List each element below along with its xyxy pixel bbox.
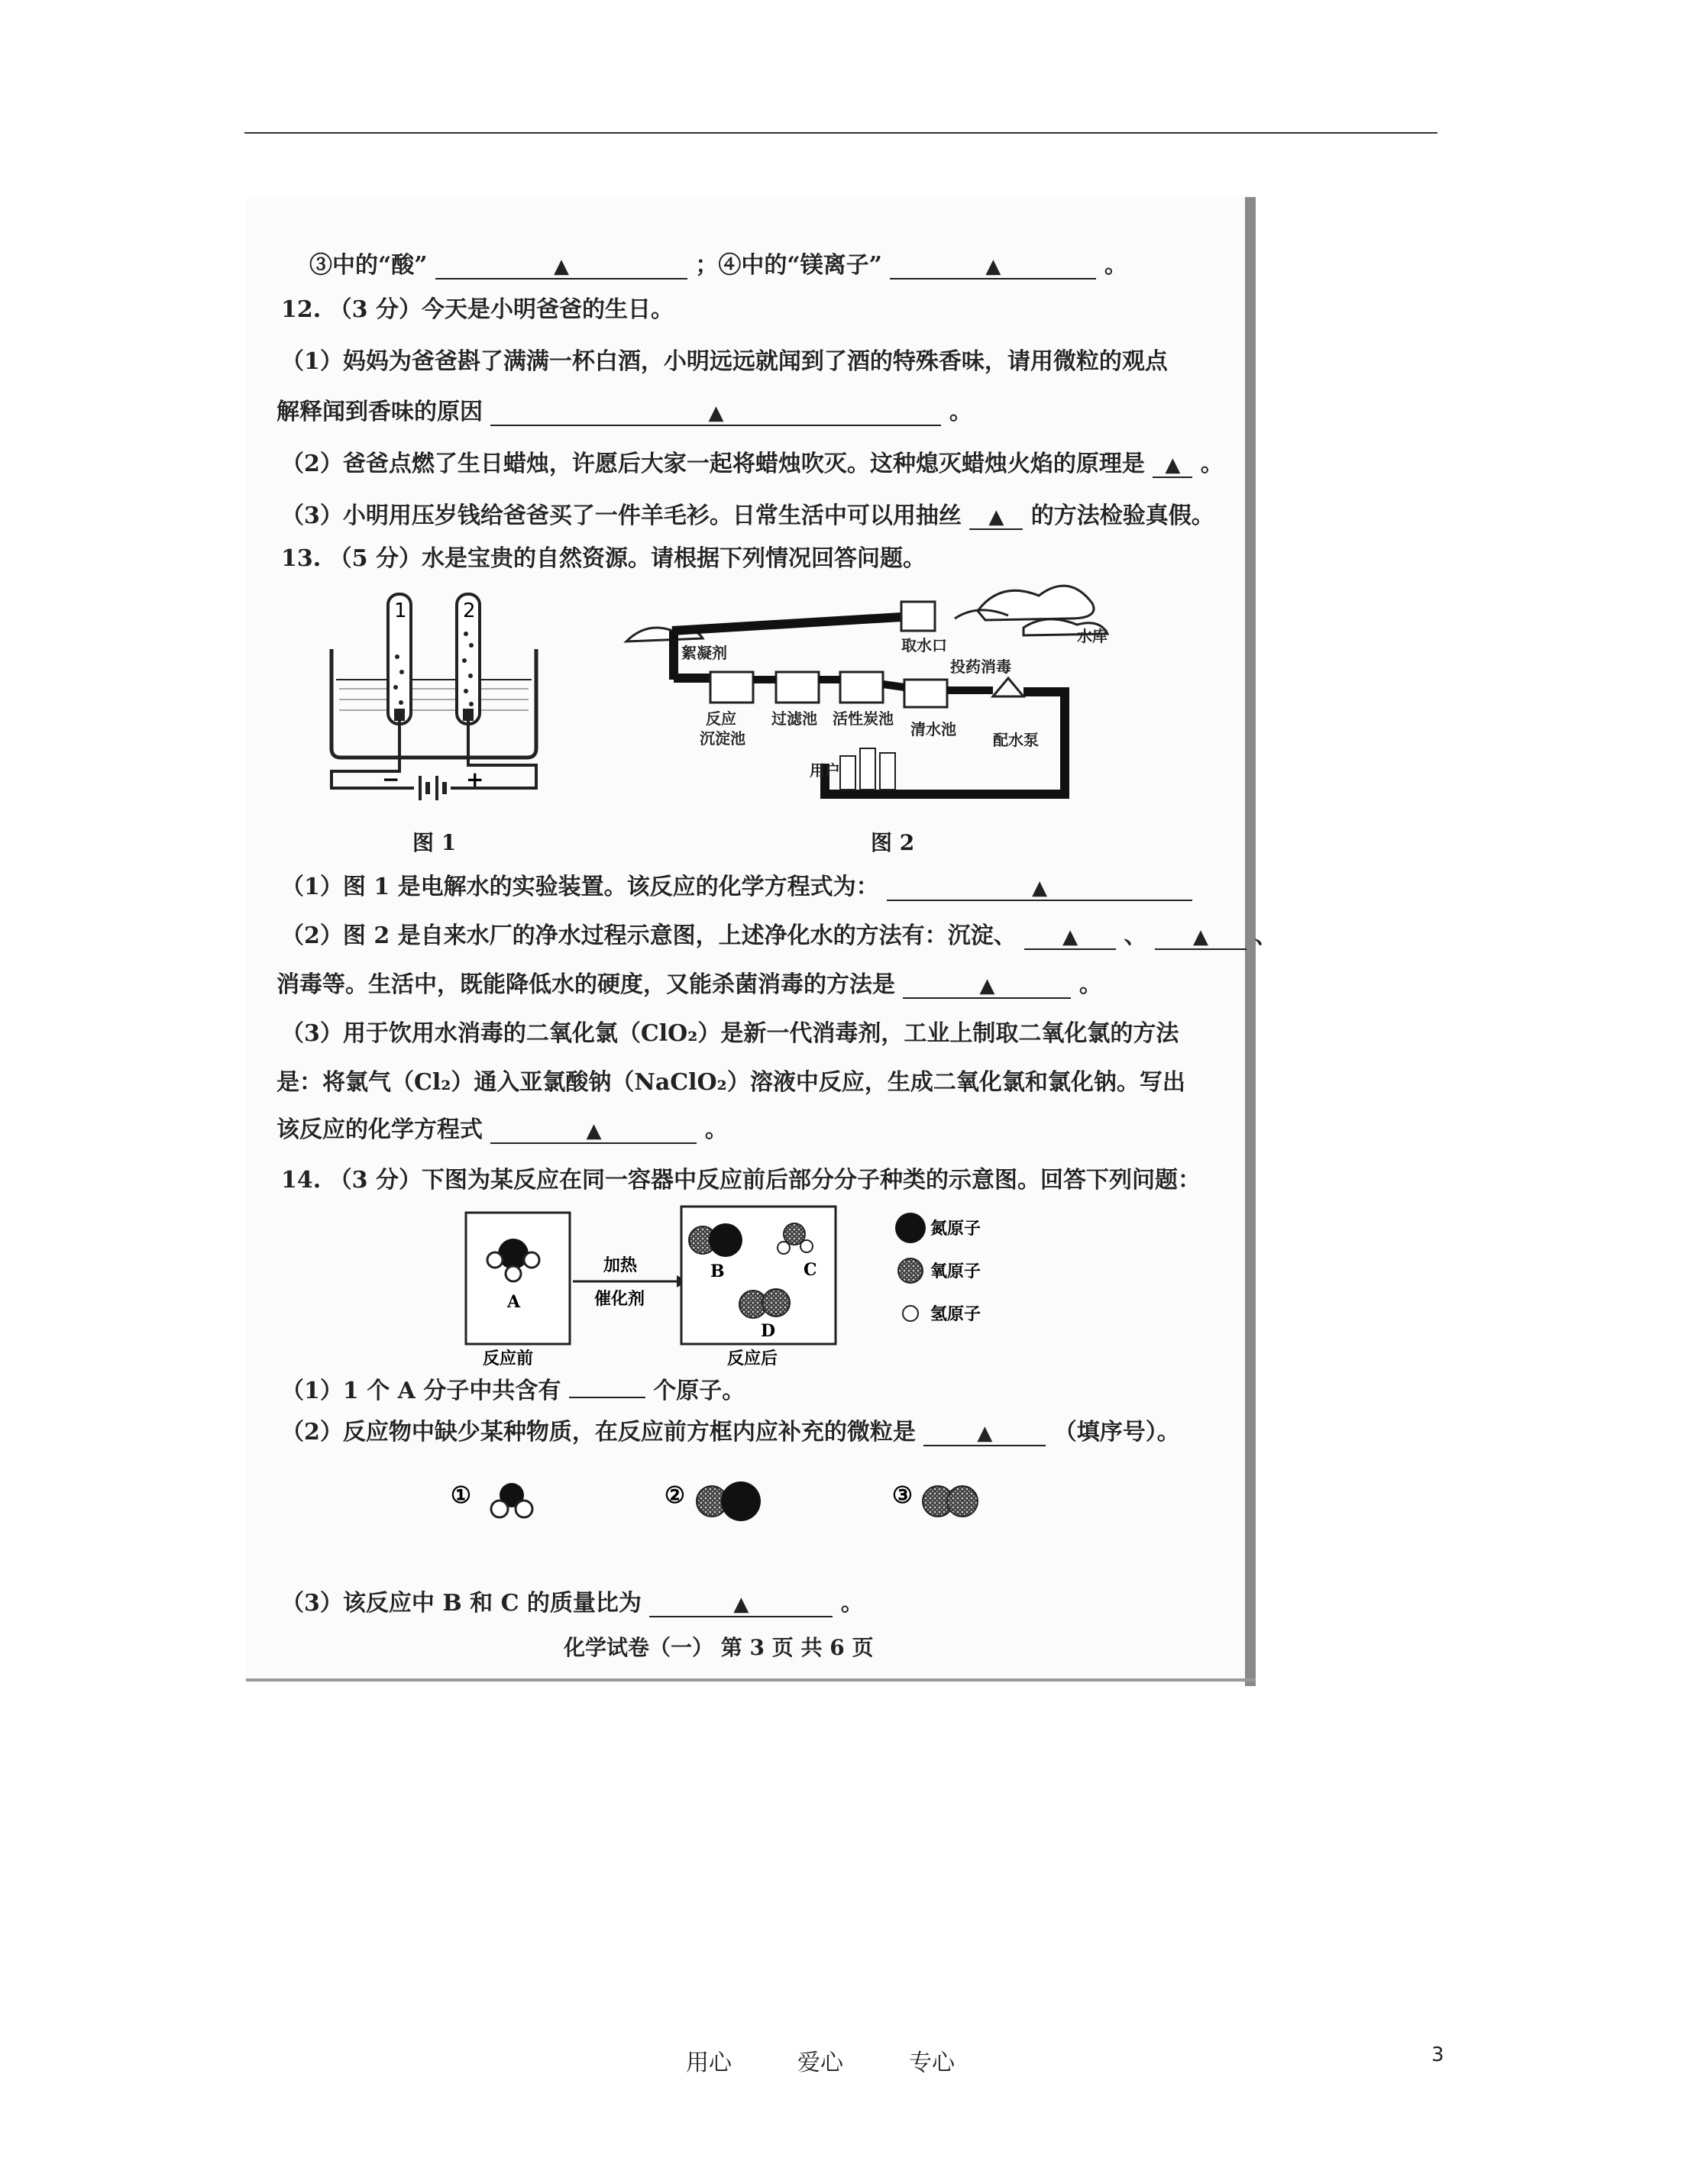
svg-text:①: ①: [451, 1482, 471, 1509]
q13-p2: （2）图 2 是自来水厂的净水过程示意图，上述净化水的方法有：沉淀、 ▲ 、 ▲ 、: [281, 922, 1278, 949]
q14-p3: （3）该反应中 B 和 C 的质量比为 ▲ 。: [281, 1590, 864, 1617]
answer-blank[interactable]: ▲: [649, 1592, 833, 1617]
header-rule: [244, 132, 1437, 134]
label-reaction: 反应: [706, 709, 736, 728]
q13-p2b: 消毒等。生活中，既能降低水的硬度，又能杀菌消毒的方法是 ▲ 。: [276, 971, 1102, 998]
q13-p3c: 该反应的化学方程式 ▲ 。: [276, 1116, 728, 1143]
q14-p2: （2）反应物中缺少某种物质，在反应前方框内应补充的微粒是 ▲ （填序号）。: [281, 1419, 1180, 1446]
label-reservoir: 水库: [1077, 627, 1108, 645]
answer-blank[interactable]: ▲: [435, 254, 687, 279]
q14-title: 14. （3 分）下图为某反应在同一容器中反应前后部分分子种类的示意图。回答下列问题：: [281, 1167, 1201, 1194]
q13-p3b: 是：将氯气（Cl₂）通入亚氯酸钠（NaClO₂）溶液中反应，生成二氧化氯和氯化钠。写出: [276, 1069, 1185, 1096]
q14-p1: （1）1 个 A 分子中共含有 个原子。: [281, 1378, 745, 1404]
option-1[interactable]: [451, 1482, 532, 1517]
answer-blank[interactable]: ▲: [887, 876, 1192, 901]
molecule-c-label: C: [804, 1260, 817, 1280]
tube1-label: 1: [394, 599, 407, 622]
water-treatment-figure: [611, 565, 1115, 817]
answer-blank[interactable]: ▲: [903, 974, 1071, 999]
svg-text:③: ③: [892, 1482, 913, 1509]
condition-catalyst: 催化剂: [594, 1289, 645, 1309]
q13-title: 13. （5 分）水是宝贵的自然资源。请根据下列情况回答问题。: [281, 545, 926, 572]
answer-blank[interactable]: ▲: [490, 1119, 697, 1144]
condition-heat: 加热: [603, 1255, 638, 1275]
q12-p1a: （1）妈妈为爸爸斟了满满一杯白酒，小明远远就闻到了酒的特殊香味，请用微粒的观点: [281, 348, 1168, 375]
scan-page-footer: 化学试卷（一） 第 3 页 共 6 页: [564, 1635, 874, 1660]
q12-p2: （2）爸爸点燃了生日蜡烛，许愿后大家一起将蜡烛吹灭。这种熄灭蜡烛火焰的原理是 ▲ 。: [281, 451, 1224, 477]
footer-word-1: 用心: [686, 2050, 732, 2076]
answer-blank[interactable]: ▲: [1153, 453, 1192, 478]
label-pump: 配水泵: [993, 731, 1039, 749]
answer-options: [443, 1469, 1023, 1530]
answer-blank[interactable]: ▲: [923, 1421, 1046, 1446]
option-3[interactable]: [892, 1482, 978, 1517]
label-user: 用户: [810, 761, 840, 780]
footer-word-3: 专心: [909, 2050, 955, 2076]
answer-blank[interactable]: [569, 1397, 645, 1398]
q12-p3: （3）小明用压岁钱给爸爸买了一件羊毛衫。日常生活中可以用抽丝 ▲ 的方法检验真假。: [281, 502, 1214, 529]
answer-blank[interactable]: ▲: [890, 254, 1096, 279]
answer-blank[interactable]: ▲: [1024, 925, 1116, 950]
molecule-a-label: A: [507, 1292, 521, 1312]
answer-blank[interactable]: ▲: [1155, 925, 1247, 950]
after-label: 反应后: [727, 1349, 778, 1368]
footer-word-2: 爱心: [797, 2050, 843, 2076]
legend-oxygen: 氧原子: [930, 1262, 981, 1281]
figure2-caption: 图 2: [871, 830, 915, 855]
legend-nitrogen: 氮原子: [930, 1219, 981, 1239]
molecule-d-label: D: [761, 1321, 776, 1341]
label-filter: 过滤池: [771, 709, 817, 728]
q12-p1b: 解释闻到香味的原因 ▲ 。: [276, 399, 972, 425]
positive-terminal: +: [466, 767, 484, 792]
label-intake: 取水口: [901, 636, 947, 654]
electrolysis-apparatus-figure: [321, 588, 550, 809]
answer-blank[interactable]: ▲: [490, 401, 941, 426]
option-2[interactable]: [665, 1481, 761, 1521]
q13-p3a: （3）用于饮用水消毒的二氧化氯（ClO₂）是新一代消毒剂，工业上制取二氧化氯的方法: [281, 1020, 1179, 1047]
scan-bottom-edge: [246, 1678, 1256, 1682]
q13-p1: （1）图 1 是电解水的实验装置。该反应的化学方程式为： ▲: [281, 874, 1192, 901]
label-coagulant: 絮凝剂: [681, 644, 727, 662]
negative-terminal: −: [382, 767, 400, 792]
label-sedimentation: 沉淀池: [700, 729, 745, 748]
legend-hydrogen: 氢原子: [930, 1304, 981, 1324]
page-number: 3: [1431, 2043, 1444, 2066]
label-carbon: 活性炭池: [833, 709, 894, 728]
q12-title: 12. （3 分）今天是小明爸爸的生日。: [281, 296, 674, 323]
label-dosing: 投药消毒: [950, 657, 1011, 676]
svg-text:②: ②: [665, 1482, 685, 1509]
before-label: 反应前: [483, 1349, 534, 1368]
label-clear-water: 清水池: [910, 720, 956, 738]
figure1-caption: 图 1: [412, 830, 457, 855]
reaction-molecule-diagram: [458, 1205, 1008, 1373]
answer-blank[interactable]: ▲: [969, 505, 1023, 530]
molecule-b-label: B: [710, 1262, 725, 1281]
q11-line3: ③中的“酸” ▲ ；④中的“镁离子” ▲ 。: [309, 252, 1127, 279]
tube2-label: 2: [463, 599, 476, 622]
